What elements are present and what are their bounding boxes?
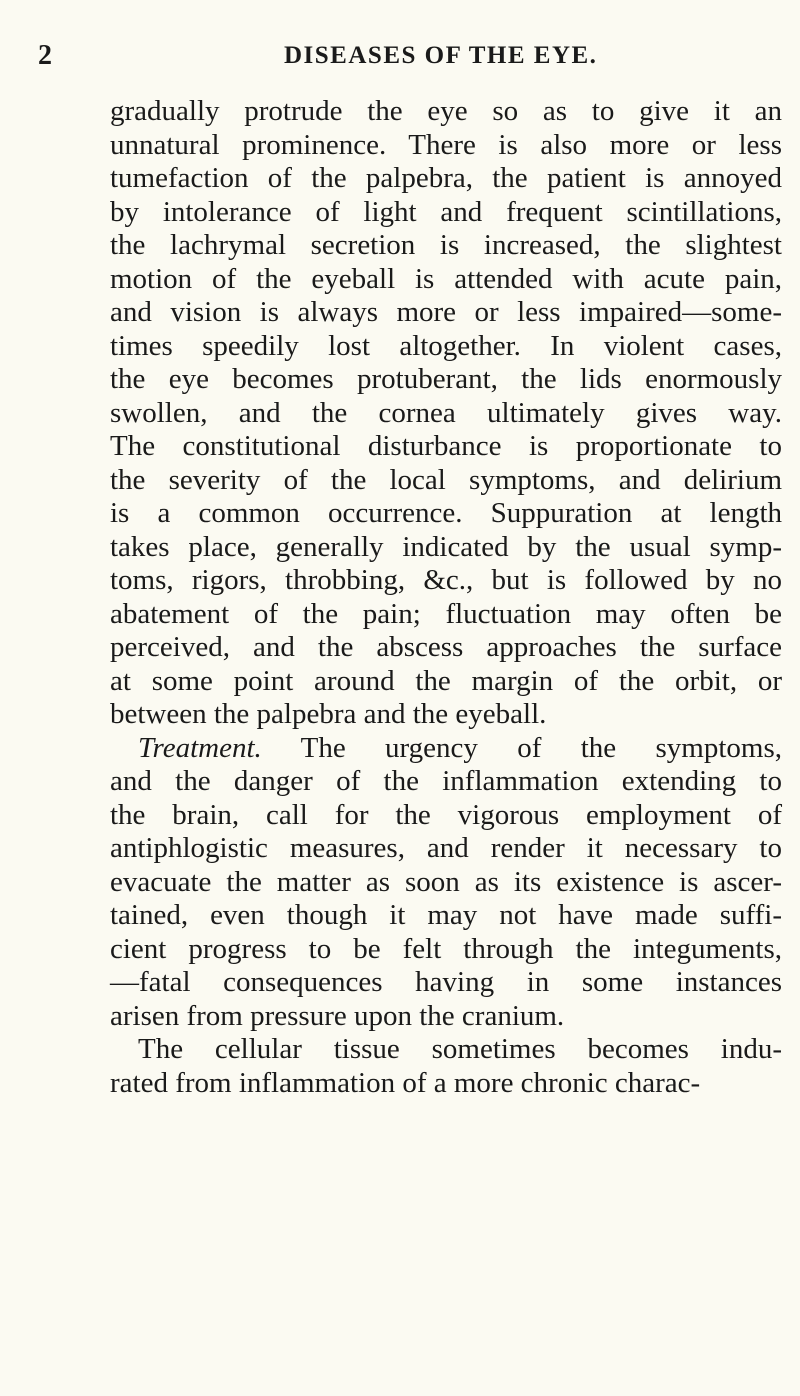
text-line: —fatal consequences having in some instances [110,966,782,998]
text-line: the severity of the local symptoms, and delirium [110,463,782,496]
running-head: DISEASES OF THE EYE. [284,42,598,69]
text-line: swollen, and the cornea ultimately gives way. [110,396,782,429]
text-line: tumefaction of the palpebra, the patient is annoyed [110,162,782,194]
text-line: the lachrymal secretion is increased, the slightest [110,229,782,261]
text-line: and the danger of the inflammation extending to [110,765,782,797]
text-line: The constitutional disturbance is proportionate to [110,430,782,462]
page-header [0,36,800,76]
text-line: unnatural prominence. There is also more or less [110,128,782,161]
text-line: evacuate the matter as soon as its existence is ascer- [110,865,782,898]
text-line: gradually protrude the eye so as to give it an [110,95,782,127]
treatment-first-rest: The urgency of the symptoms, [261,731,782,764]
text-line: motion of the eyeball is attended with acute pain, [110,262,782,295]
treatment-heading-line [110,732,782,766]
treatment-label: Treatment. [138,731,262,764]
text-line: rated from inflammation of a more chronic charac- [110,1066,701,1099]
text-line: The cellular tissue sometimes becomes indu- [138,1033,782,1065]
text-line: the eye becomes protuberant, the lids enormously [110,363,782,395]
text-line: times speedily lost altogether. In violent cases, [110,329,782,362]
text-line: toms, rigors, throbbing, &c., but is followed by no [110,564,782,596]
text-line: takes place, generally indicated by the usual symp- [110,530,782,563]
page-number: 2 [38,40,52,71]
text-line: and vision is always more or less impaired—some- [110,296,782,328]
text-line: antiphlogistic measures, and render it necessary to [110,832,782,864]
text-line: the brain, call for the vigorous employment of [110,798,782,831]
text-line: tained, even though it may not have made suffi- [110,899,782,931]
text-line: is a common occurrence. Suppuration at length [110,497,782,529]
body-text [110,95,782,1100]
text-line: at some point around the margin of the orbit, or [110,664,782,697]
text-line: abatement of the pain; fluctuation may often be [110,597,782,630]
text-line: arisen from pressure upon the cranium. [110,999,565,1032]
text-line: by intolerance of light and frequent scintillations, [110,195,782,228]
text-line: between the palpebra and the eyeball. [110,698,547,730]
text-line: cient progress to be felt through the integuments, [110,932,782,965]
text-line: perceived, and the abscess approaches the surface [110,631,782,663]
